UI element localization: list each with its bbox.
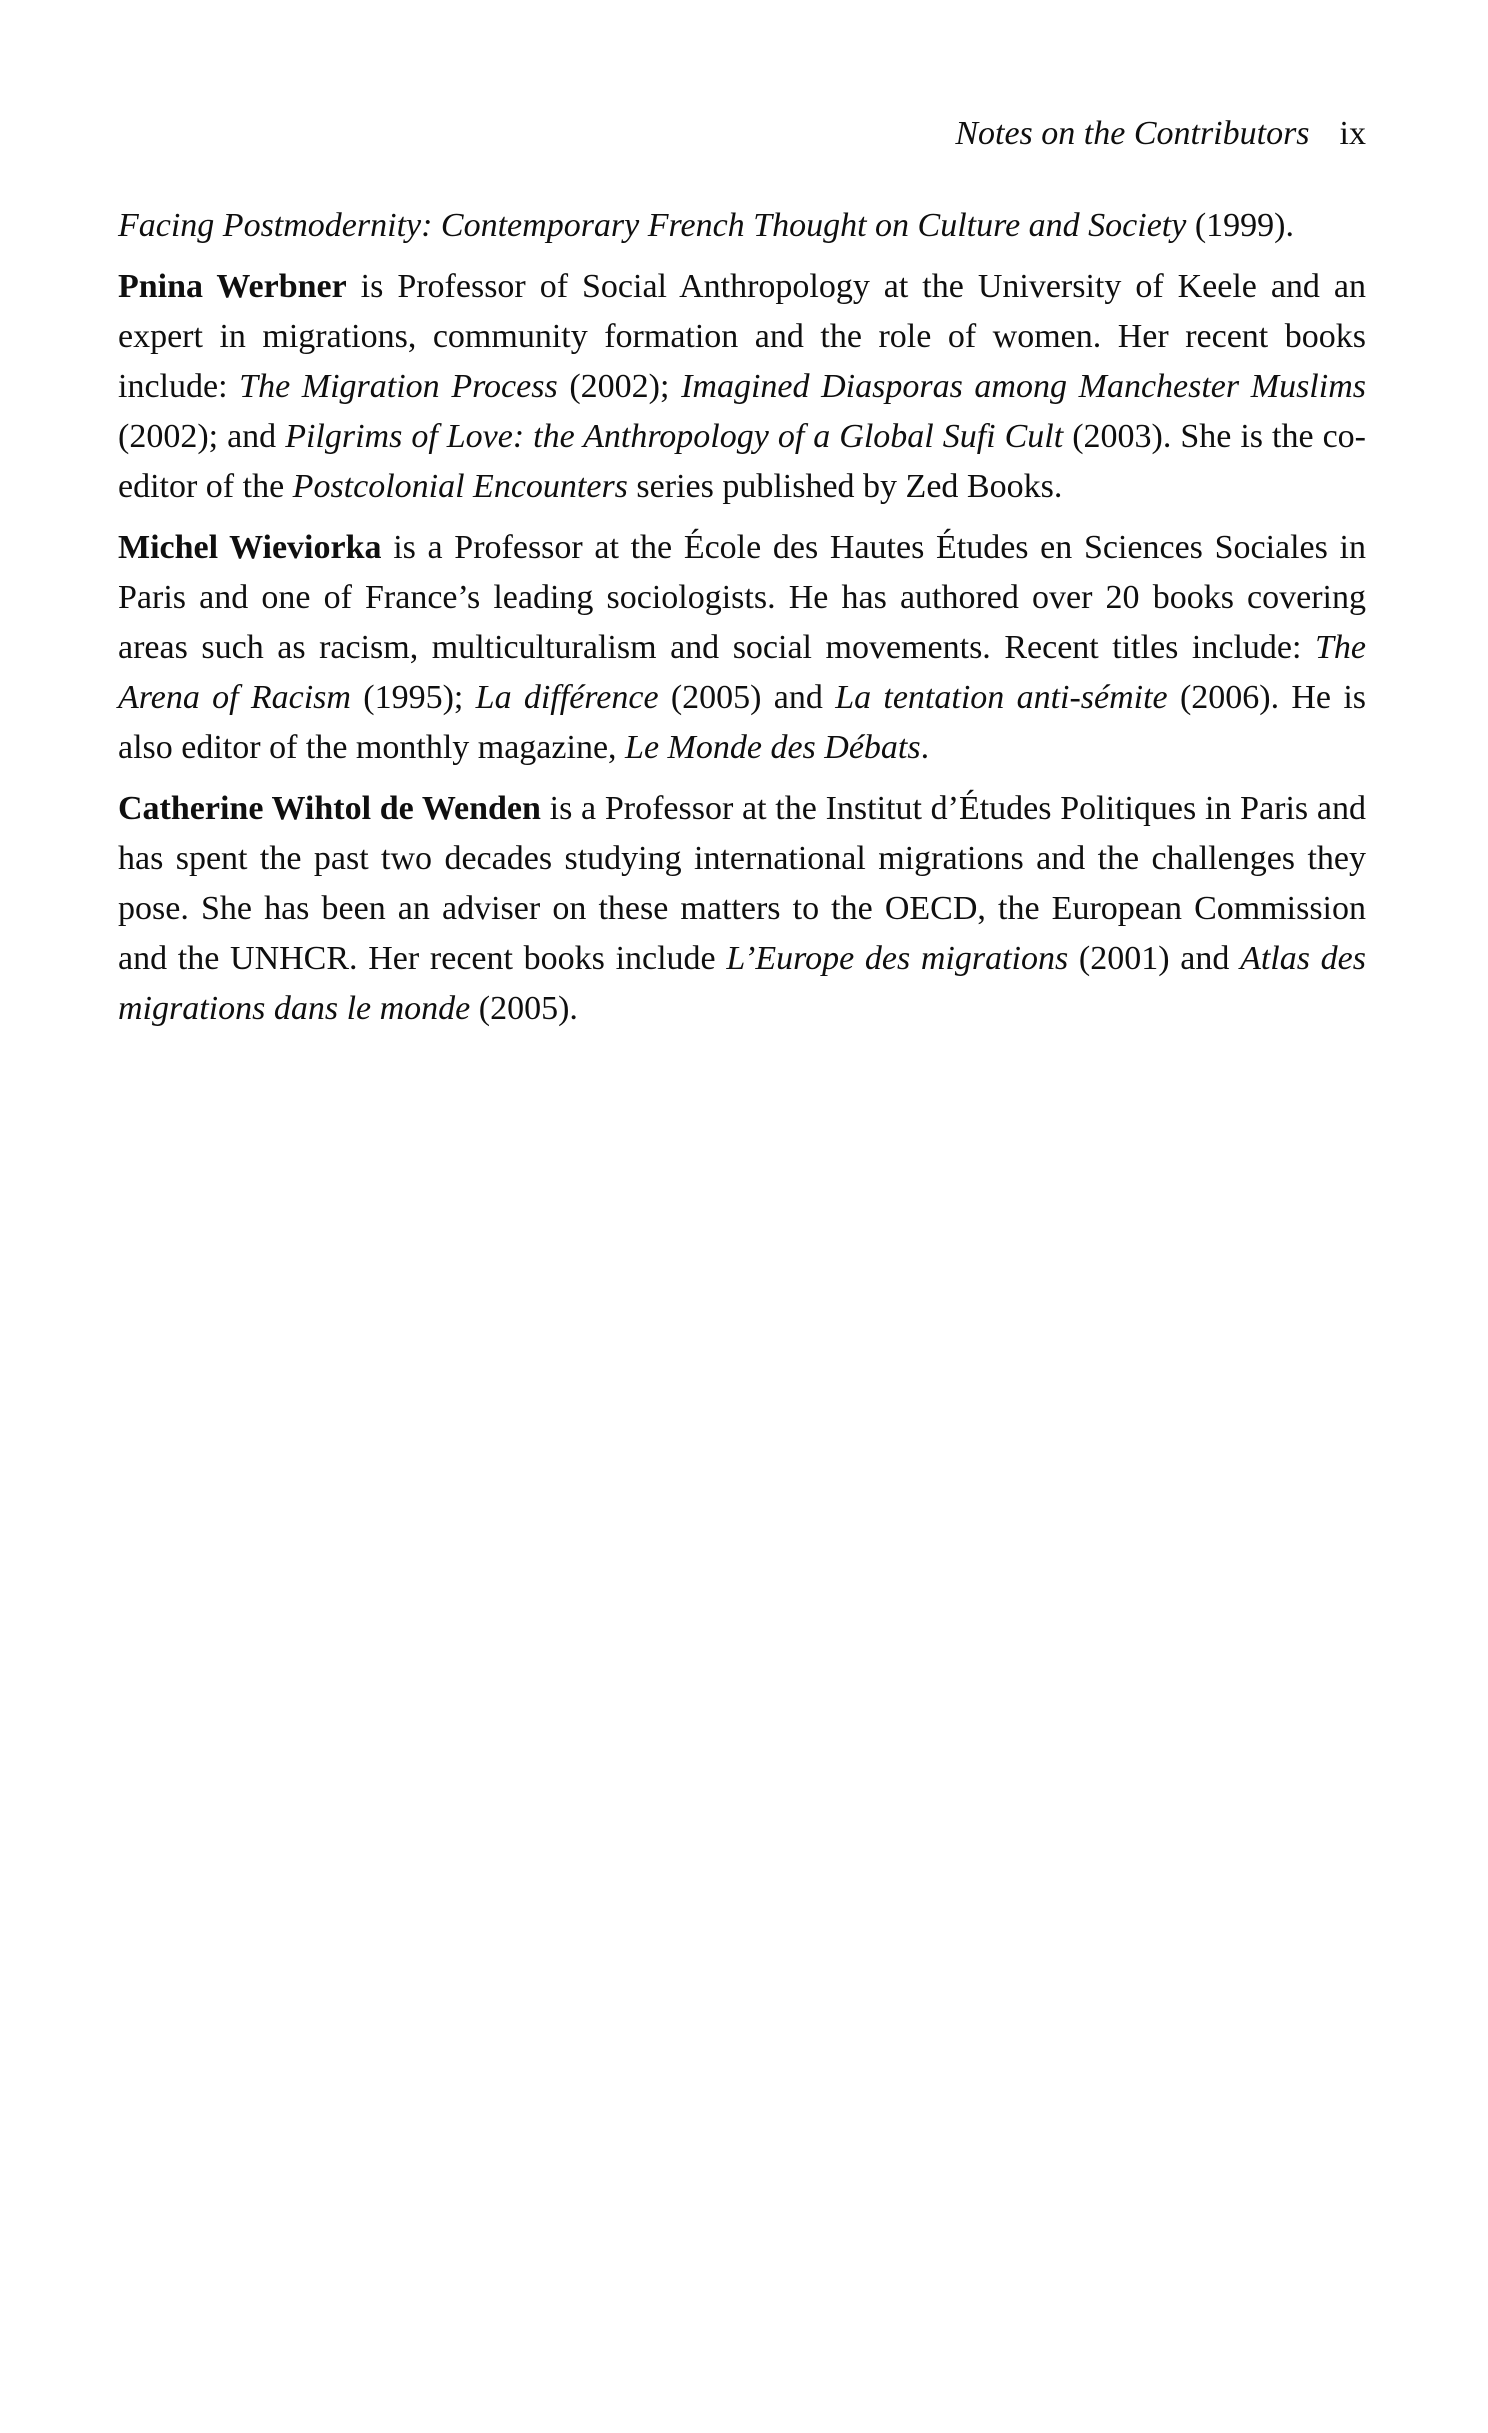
book-title: Pilgrims of Love: the Anthropology of a Global Sufi Cult <box>285 418 1064 455</box>
text-run: (1999). <box>1186 207 1294 244</box>
book-title: The Arena of Racism <box>118 629 1366 716</box>
text-run: (2003). She is the co-editor of the <box>118 418 1366 505</box>
book-title: Facing Postmodernity: Contemporary French Thought on Culture and Society <box>118 207 1187 244</box>
text-run: (2005) and <box>658 679 836 716</box>
text-run: (1995); <box>350 679 476 716</box>
book-title: Postcolonial Encounters <box>292 468 628 505</box>
text-run: (2006). He is also editor of the monthly magazine, <box>118 679 1366 766</box>
book-title: Le Monde des Débats <box>625 729 921 766</box>
text-run: (2005). <box>470 990 578 1027</box>
text-run: (2002); and <box>118 418 286 455</box>
book-title: The Migration Process <box>239 368 558 405</box>
book-title: Atlas des migrations dans le monde <box>118 940 1366 1027</box>
text-run: is a Professor at the École des Hautes Études en Sciences Sociales in Paris and one of France’s leading sociologists. He has authored over 20 books covering areas such as racism, multiculturalism and social movements. Recent titles include: <box>118 529 1366 666</box>
text-run: is Professor of Social Anthropology at the University of Keele and an expert in migrations, community formation and the role of women. Her recent books include: <box>118 268 1366 405</box>
page-number: ix <box>1339 115 1366 152</box>
running-header-title: Notes on the Contributors <box>955 115 1310 152</box>
contributor-name: Pnina Werbner <box>118 268 347 305</box>
text-run: (2002); <box>557 368 682 405</box>
contributor-name: Michel Wieviorka <box>118 529 382 566</box>
paragraph-facing-postmodernity-continuation <box>118 201 1366 251</box>
text-run: (2001) and <box>1068 940 1241 977</box>
running-header <box>118 112 1366 156</box>
text-run: series published by Zed Books. <box>627 468 1063 505</box>
book-title: La différence <box>475 679 659 716</box>
contributor-name: Catherine Wihtol de Wenden <box>118 790 541 827</box>
paragraph-michel-wieviorka <box>118 523 1366 773</box>
paragraph-catherine-wihtol-de-wenden <box>118 784 1366 1034</box>
contributors-body-text <box>118 201 1366 1045</box>
text-run: is a Professor at the Institut d’Études Politiques in Paris and has spent the past two decades studying international migrations and the challenges they pose. She has been an adviser on these matters to the OECD, the European Commission and the UNHCR. Her recent books include <box>118 790 1366 977</box>
book-title: La tentation anti-sémite <box>835 679 1168 716</box>
paragraph-pnina-werbner <box>118 262 1366 512</box>
book-title: Imagined Diasporas among Manchester Muslims <box>681 368 1366 405</box>
text-run: . <box>920 729 930 766</box>
book-title: L’Europe des migrations <box>726 940 1069 977</box>
